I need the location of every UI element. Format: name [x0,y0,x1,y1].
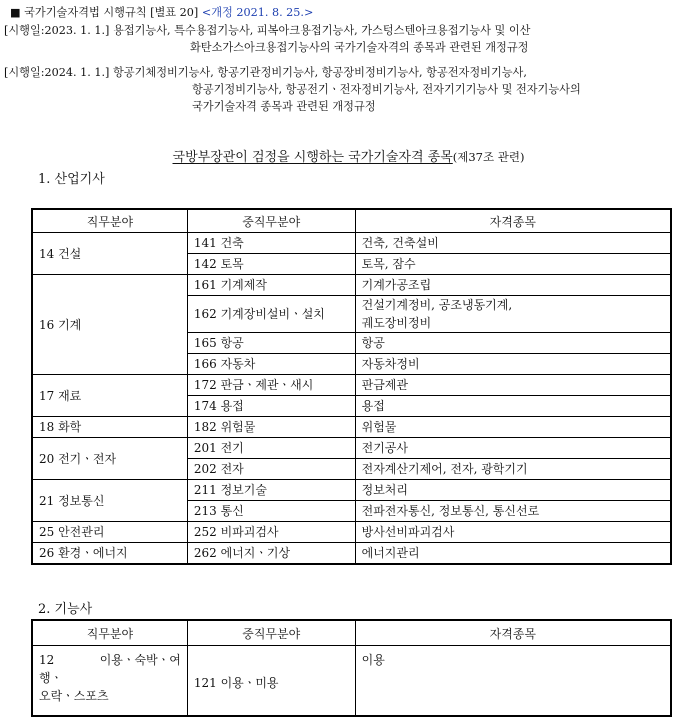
sub-field-cell: 213 통신 [187,501,355,522]
field-name-part: 이용ㆍ숙박ㆍ여 [99,653,181,667]
effective-date-note-2c: 국가기술자격 종목과 관련된 개정규정 [192,100,376,113]
sub-field-cell: 166 자동차 [187,354,355,375]
sub-field-cell: 174 용접 [187,396,355,417]
column-header: 중직무분야 [187,620,355,646]
sub-field-cell: 252 비파괴검사 [187,522,355,543]
field-cell [32,646,187,717]
items-cell: 항공 [355,333,671,354]
table-row [32,417,671,438]
field-cell: 25 안전관리 [32,522,187,543]
effective-date-note-2b: 항공기정비기능사, 항공전기ㆍ전자정비기능사, 전자기기기능사 및 전자기능사의 [192,83,581,96]
field-cell: 17 재료 [32,375,187,417]
field-cell: 18 화학 [32,417,187,438]
table-row [32,233,671,254]
sub-field-cell: 165 항공 [187,333,355,354]
field-cell: 26 환경ㆍ에너지 [32,543,187,565]
column-header: 직무분야 [32,620,187,646]
items-cell: 전파전자통신, 정보통신, 통신선로 [355,501,671,522]
sub-field-cell: 142 토목 [187,254,355,275]
field-cell: 14 건설 [32,233,187,275]
items-cell: 건설기계정비, 공조냉동기계, 궤도장비정비 [355,296,671,333]
title-main: 국방부장관이 검정을 시행하는 국가기술자격 종목 [172,150,453,165]
field-code: 12 [39,653,55,667]
items-cell: 건축, 건축설비 [355,233,671,254]
table-row [32,375,671,396]
effective-date-note-2a: [시행일:2024. 1. 1.] 항공기체정비기능사, 항공기관정비기능사, 항공장비정비기능사, 항공전자정비기능사, [4,66,527,79]
field-cell: 21 정보통신 [32,480,187,522]
field-name-part: 오락ㆍ스포츠 [39,689,109,703]
craftsman-table [31,619,672,717]
items-cell: 판금제관 [355,375,671,396]
items-cell: 용접 [355,396,671,417]
sub-field-cell: 121 이용ㆍ미용 [187,646,355,717]
sub-field-cell: 202 전자 [187,459,355,480]
field-cell: 16 기계 [32,275,187,375]
column-header: 자격종목 [355,620,671,646]
sub-field-cell: 161 기계제작 [187,275,355,296]
sub-field-cell: 262 에너지ㆍ기상 [187,543,355,565]
items-cell: 위험물 [355,417,671,438]
table-header-row [32,209,671,233]
table-header-row [32,620,671,646]
sub-field-cell: 141 건축 [187,233,355,254]
sub-field-cell: 162 기계장비설비ㆍ설치 [187,296,355,333]
items-cell: 정보처리 [355,480,671,501]
items-cell: 에너지관리 [355,543,671,565]
items-cell: 전기공사 [355,438,671,459]
field-name-part: 행ㆍ [39,671,63,685]
effective-date-note-1a: [시행일:2023. 1. 1.] 용접기능사, 특수용접기능사, 피복아크용접기능사, 가스텅스텐아크용접기능사 및 이산 [4,24,531,37]
items-cell: 토목, 잠수 [355,254,671,275]
sub-field-cell: 182 위험물 [187,417,355,438]
title-note: (제37조 관련) [452,150,525,164]
column-header: 직무분야 [32,209,187,233]
column-header: 자격종목 [355,209,671,233]
section-heading-craftsman: 2. 기능사 [38,602,93,617]
section-heading-industrial-engineer: 1. 산업기사 [38,172,105,187]
table-row [32,543,671,565]
items-cell: 자동차정비 [355,354,671,375]
revision-date: <개정 2021. 8. 25.> [201,6,314,19]
sub-field-cell: 211 정보기술 [187,480,355,501]
items-cell: 전자계산기제어, 전자, 광학기기 [355,459,671,480]
industrial-engineer-table [31,208,672,565]
table-row [32,522,671,543]
items-cell: 이용 [355,646,671,717]
sub-field-cell: 172 판금ㆍ제관ㆍ새시 [187,375,355,396]
document-title [0,146,697,165]
law-reference: ■ 국가기술자격법 시행규칙 [별표 20] [10,6,199,19]
table-row [32,275,671,296]
header-line-law [10,4,689,21]
table-row [32,480,671,501]
table-row [32,438,671,459]
table-row [32,646,671,717]
field-cell: 20 전기ㆍ전자 [32,438,187,480]
column-header: 중직무분야 [187,209,355,233]
items-cell: 방사선비파괴검사 [355,522,671,543]
effective-date-note-1b: 화탄소가스아크용접기능사의 국가기술자격의 종목과 관련된 개정규정 [190,41,529,54]
items-cell: 기계가공조립 [355,275,671,296]
sub-field-cell: 201 전기 [187,438,355,459]
